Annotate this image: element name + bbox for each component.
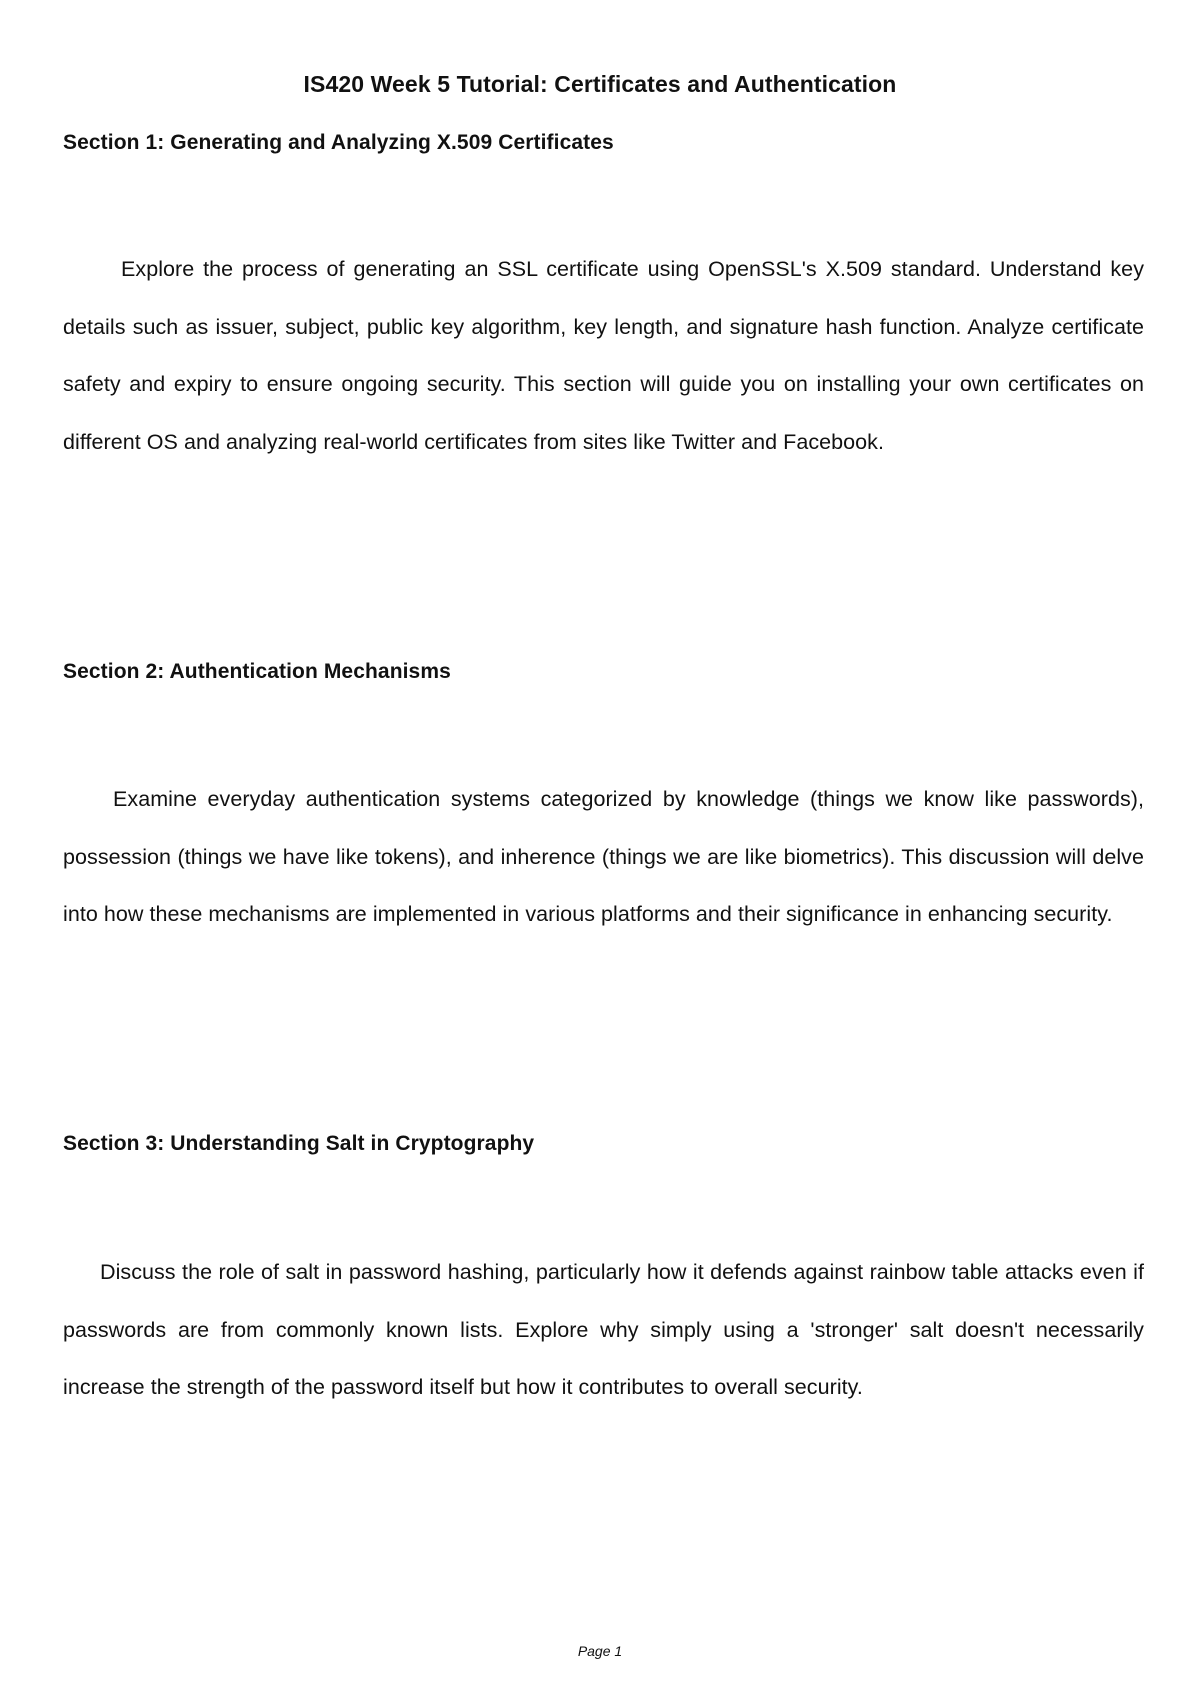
- document-title: IS420 Week 5 Tutorial: Certificates and Authentication: [303, 71, 897, 97]
- section-1-heading: Section 1: Generating and Analyzing X.509 Certificates: [63, 131, 614, 154]
- section-2-heading: Section 2: Authentication Mechanisms: [63, 660, 451, 683]
- section-3-body: Discuss the role of salt in password hashing, particularly how it defends against rainbow table attacks even if passwords are from commonly known lists. Explore why simply using a 'stronger' salt doesn't necessarily increase the strength of the password itself but how it contributes to overall security.: [63, 1260, 1144, 1399]
- section-2-body: Examine everyday authentication systems categorized by knowledge (things we know like passwords), possession (things we have like tokens), and inherence (things we are like biometrics). This discussion will delve into how these mechanisms are implemented in various platforms and their significance in enhancing security.: [63, 787, 1144, 926]
- section-1-body: Explore the process of generating an SSL certificate using OpenSSL's X.509 standard. Understand key details such as issuer, subject, public key algorithm, key length, and signature hash function. Analyze certificate safety and expiry to ensure ongoing security. This section will guide you on installing your own certificates on different OS and analyzing real-world certificates from sites like Twitter and Facebook.: [63, 257, 1144, 454]
- page-number: Page 1: [577, 1643, 623, 1659]
- section-3-heading: Section 3: Understanding Salt in Cryptography: [63, 1132, 535, 1155]
